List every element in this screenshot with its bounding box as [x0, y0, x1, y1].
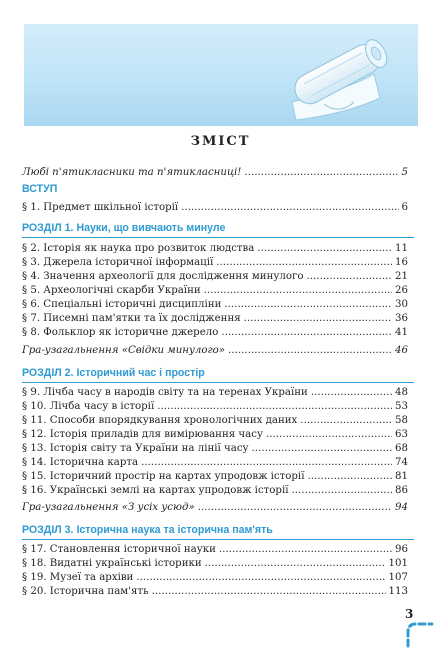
toc-row[interactable] — [22, 326, 408, 339]
toc-entry-label: § 3. Джерела історичної інформації — [22, 257, 214, 268]
toc-entry-label: § 18. Видатні українські історики — [22, 558, 202, 569]
toc-page-number: 81 — [395, 471, 408, 482]
dot-leader — [252, 442, 393, 455]
toc-page-number: 113 — [388, 586, 408, 597]
toc-row[interactable] — [22, 470, 408, 483]
dot-leader — [136, 571, 385, 584]
toc-page-number: 58 — [395, 415, 408, 426]
toc-entry-label: Гра-узагальнення «Свідки минулого» — [22, 345, 226, 356]
toc-page-number: 107 — [388, 572, 408, 583]
toc-page-number: 94 — [395, 502, 408, 513]
toc-entry-label: § 8. Фольклор як історичне джерело — [22, 327, 219, 338]
toc-page-number: 30 — [395, 299, 408, 310]
dot-leader — [157, 400, 392, 413]
toc-entry-label: § 9. Лічба часу в народів світу та на теренах України — [22, 387, 308, 398]
toc-page-number: 41 — [395, 327, 408, 338]
dot-leader — [266, 428, 392, 441]
toc-entry-label: § 11. Способи впорядкування хронологічних даних — [22, 415, 298, 426]
toc-page-number: 48 — [395, 387, 408, 398]
toc-entry-label: § 1. Предмет шкільної історії — [22, 202, 179, 213]
toc-page-number: 21 — [395, 271, 408, 282]
header-banner — [24, 24, 418, 126]
toc-entry-label: § 14. Історична карта — [22, 457, 139, 468]
dot-leader — [300, 414, 392, 427]
section-heading-intro: ВСТУП — [22, 183, 58, 195]
toc-entry-label: § 7. Писемні пам'ятки та їх дослідження — [22, 313, 241, 324]
toc-page-number: 6 — [401, 202, 408, 213]
dot-leader — [306, 270, 392, 283]
toc-page-number: 5 — [401, 167, 408, 178]
dot-leader — [181, 201, 398, 214]
toc-row[interactable] — [22, 557, 408, 570]
toc-entry-label: § 2. Історія як наука про розвиток людства — [22, 243, 255, 254]
dot-leader — [307, 470, 392, 483]
toc-page-number: 53 — [395, 401, 408, 412]
dot-leader — [216, 256, 392, 269]
dot-leader — [311, 386, 392, 399]
dot-leader — [141, 456, 392, 469]
page-title: ЗМІСТ — [190, 134, 251, 149]
toc-row[interactable] — [22, 312, 408, 325]
toc-page-number: 74 — [395, 457, 408, 468]
dot-leader — [291, 484, 392, 497]
toc-row[interactable] — [22, 256, 408, 269]
toc-row[interactable] — [22, 456, 408, 469]
dot-leader — [228, 344, 392, 357]
scroll-icon — [24, 24, 418, 126]
toc-page-number: 96 — [395, 544, 408, 555]
section-heading-3: РОЗДІЛ 3. Історична наука та історична пам'ять — [22, 524, 273, 536]
toc-entry-label: Любі п'ятикласники та п'ятикласниці! — [22, 167, 242, 178]
section-divider — [22, 237, 414, 238]
toc-page-number: 11 — [395, 243, 408, 254]
toc-row[interactable] — [22, 201, 408, 214]
toc-entry-label: § 19. Музеї та архіви — [22, 572, 134, 583]
toc-entry-label: § 10. Лічба часу в історії — [22, 401, 155, 412]
section-heading-2: РОЗДІЛ 2. Історичний час і простір — [22, 367, 205, 379]
toc-entry-label: § 12. Історія приладів для вимірювання часу — [22, 429, 263, 440]
toc-game-row[interactable] — [22, 344, 408, 357]
toc-entry-label: § 4. Значення археології для дослідження минулого — [22, 271, 304, 282]
toc-row[interactable] — [22, 270, 408, 283]
dot-leader — [204, 284, 392, 297]
dot-leader — [198, 501, 392, 514]
section-divider — [22, 382, 414, 383]
toc-entry-label: § 15. Історичний простір на картах упродовж історії — [22, 471, 305, 482]
corner-mark-icon — [402, 618, 436, 648]
section-divider — [22, 539, 414, 540]
toc-entry-label: § 17. Становлення історичної науки — [22, 544, 216, 555]
dot-leader — [244, 166, 398, 179]
toc-intro-row[interactable] — [22, 166, 408, 179]
toc-entry-label: § 6. Спеціальні історичні дисципліни — [22, 299, 222, 310]
dot-leader — [152, 585, 386, 598]
toc-row[interactable] — [22, 284, 408, 297]
toc-page-number: 16 — [395, 257, 408, 268]
toc-row[interactable] — [22, 585, 408, 598]
toc-page-number: 86 — [395, 485, 408, 496]
toc-row[interactable] — [22, 242, 408, 255]
toc-row[interactable] — [22, 414, 408, 427]
toc-page-number: 36 — [395, 313, 408, 324]
page-number: 3 — [405, 607, 414, 621]
toc-row[interactable] — [22, 571, 408, 584]
toc-entry-label: § 16. Українські землі на картах упродовж історії — [22, 485, 289, 496]
toc-row[interactable] — [22, 400, 408, 413]
dot-leader — [244, 312, 392, 325]
toc-page-number: 26 — [395, 285, 408, 296]
toc-row[interactable] — [22, 442, 408, 455]
section-heading-1: РОЗДІЛ 1. Науки, що вивчають минуле — [22, 222, 226, 234]
toc-game-row[interactable] — [22, 501, 408, 514]
dot-leader — [221, 326, 392, 339]
toc-entry-label: § 20. Історична пам'ять — [22, 586, 149, 597]
toc-entry-label: Гра-узагальнення «З усіх усюд» — [22, 502, 195, 513]
toc-page-number: 101 — [388, 558, 408, 569]
toc-entry-label: § 13. Історія світу та України на лінії часу — [22, 443, 249, 454]
toc-page-number: 63 — [395, 429, 408, 440]
dot-leader — [224, 298, 392, 311]
dot-leader — [257, 242, 392, 255]
toc-entry-label: § 5. Археологічні скарби України — [22, 285, 201, 296]
toc-row[interactable] — [22, 484, 408, 497]
toc-row[interactable] — [22, 386, 408, 399]
toc-row[interactable] — [22, 543, 408, 556]
toc-row[interactable] — [22, 428, 408, 441]
toc-row[interactable] — [22, 298, 408, 311]
dot-leader — [219, 543, 392, 556]
toc-page-number: 46 — [395, 345, 408, 356]
toc-page-number: 68 — [395, 443, 408, 454]
dot-leader — [205, 557, 386, 570]
